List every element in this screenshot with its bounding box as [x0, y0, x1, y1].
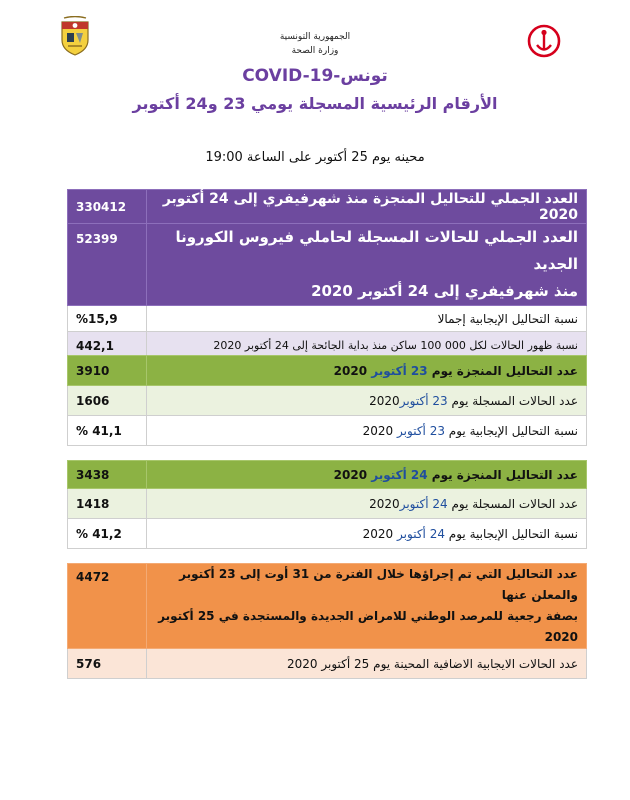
day23-cases-label-pre: عدد الحالات المسجلة يوم — [447, 393, 578, 408]
total-positivity-label: نسبة التحاليل الإيجابية إجمالا — [147, 306, 587, 332]
table-row — [68, 461, 587, 489]
day24-tests-label — [147, 461, 587, 489]
table-row — [68, 649, 587, 679]
day24-cases-value: 1418 — [68, 489, 147, 519]
total-cases-label-line1: العدد الجملي للحالات المسجلة لحاملي فيروس الكورونا الجديد — [175, 228, 578, 273]
day23-cases-label-date: 23 أكتوبر — [399, 393, 448, 408]
period-tests-label-line2: بصفة رجعية للمرصد الوطني للامراض الجديدة والمستجدة في 25 أكتوبر 2020 — [158, 609, 578, 644]
totals-table — [67, 189, 587, 360]
total-cases-label-line2: منذ شهرفيفري إلى 24 أكتوبر 2020 — [311, 282, 578, 300]
government-heading — [200, 30, 430, 58]
day23-positivity-label-date: 23 أكتوبر — [397, 423, 445, 438]
period-tests-label — [147, 564, 587, 649]
day24-table — [67, 460, 587, 549]
table-row — [68, 306, 587, 332]
day24-cases-label-date: 24 أكتوبر — [399, 496, 448, 511]
page-title: COVID-19-تونس — [242, 66, 388, 86]
day23-tests-value: 3910 — [68, 356, 147, 386]
day23-positivity-label — [147, 416, 587, 446]
update-timestamp: محينه يوم 25 أكتوبر على الساعة 19:00 — [205, 150, 425, 165]
period-table — [67, 563, 587, 679]
day23-positivity-label-pre: نسبة التحاليل الإيجابية يوم — [444, 423, 578, 438]
day24-tests-value: 3438 — [68, 461, 147, 489]
table-row — [68, 564, 587, 649]
ministry-of-health-logo — [527, 24, 561, 58]
day24-positivity-label-date: 24 أكتوبر — [397, 526, 445, 541]
incidence-label: نسبة ظهور الحالات لكل 000 100 ساكن منذ بداية الجائحة إلى 24 أكتوبر 2020 — [147, 332, 587, 360]
page-subtitle: الأرقام الرئيسية المسجلة يومي 23 و24 أكتوبر — [132, 94, 498, 113]
day23-cases-value: 1606 — [68, 386, 147, 416]
period-tests-label-line1: عدد التحاليل التي تم إجراؤها خلال الفترة من 31 أوت إلى 23 أكتوبر والمعلن عنها — [179, 567, 578, 602]
day24-tests-label-pre: عدد التحاليل المنجزة يوم — [427, 467, 578, 482]
total-tests-label: العدد الجملي للتحاليل المنجزة منذ شهرفيفري إلى 24 أكتوبر 2020 — [147, 190, 587, 224]
total-cases-label — [147, 224, 587, 306]
table-row — [68, 356, 587, 386]
day24-positivity-value: % 41,2 — [68, 519, 147, 549]
incidence-value: 442,1 — [68, 332, 147, 360]
table-row — [68, 489, 587, 519]
table-row — [68, 190, 587, 224]
day24-positivity-label-pre: نسبة التحاليل الإيجابية يوم — [444, 526, 578, 541]
table-row — [68, 519, 587, 549]
day23-positivity-value: % 41,1 — [68, 416, 147, 446]
day23-tests-label — [147, 356, 587, 386]
day23-positivity-label-year: 2020 — [362, 423, 398, 438]
day24-tests-label-year: 2020 — [333, 467, 372, 482]
day24-cases-label-pre: عدد الحالات المسجلة يوم — [447, 496, 578, 511]
total-cases-value: 52399 — [68, 224, 147, 306]
day23-cases-label-year: 2020 — [369, 393, 400, 408]
added-cases-label: عدد الحالات الايجابية الاضافية المحينة يوم 25 أكتوبر 2020 — [147, 649, 587, 679]
day24-positivity-label-year: 2020 — [362, 526, 398, 541]
day24-positivity-label — [147, 519, 587, 549]
day23-tests-label-pre: عدد التحاليل المنجزة يوم — [427, 363, 578, 378]
tunisia-coat-of-arms-logo — [58, 16, 92, 56]
day24-tests-label-date: 24 أكتوبر — [371, 467, 428, 482]
day23-tests-label-year: 2020 — [333, 363, 372, 378]
day24-cases-label — [147, 489, 587, 519]
republic-name: الجمهورية التونسية — [279, 32, 351, 42]
added-cases-value: 576 — [68, 649, 147, 679]
day24-cases-label-year: 2020 — [369, 496, 400, 511]
day23-tests-label-date: 23 أكتوبر — [371, 363, 428, 378]
ministry-name: وزارة الصحة — [291, 46, 339, 56]
period-tests-value: 4472 — [68, 564, 147, 649]
total-positivity-value: %15,9 — [68, 306, 147, 332]
day23-table — [67, 355, 587, 446]
table-row — [68, 224, 587, 306]
total-tests-value: 330412 — [68, 190, 147, 224]
day23-cases-label — [147, 386, 587, 416]
table-row — [68, 386, 587, 416]
table-row — [68, 416, 587, 446]
